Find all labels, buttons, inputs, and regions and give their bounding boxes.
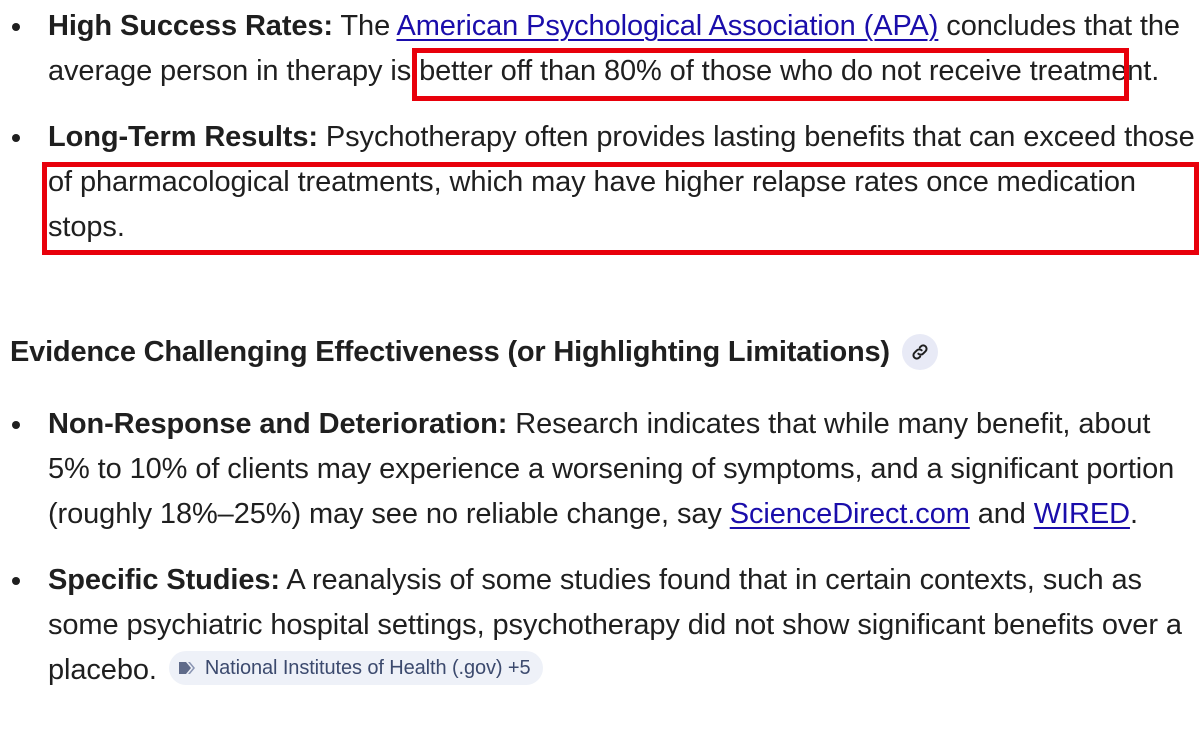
item-text: .: [1129, 498, 1138, 530]
list-item: [0, 402, 1200, 537]
bullet: [12, 577, 20, 585]
limitations-list: [0, 402, 1200, 693]
wired-link[interactable]: WIRED: [1033, 498, 1130, 530]
list-item: [0, 115, 1200, 250]
item-text: The: [333, 10, 397, 42]
sciencedirect-link[interactable]: ScienceDirect.com: [729, 498, 970, 530]
source-icon: [177, 660, 195, 676]
item-label: Long-Term Results:: [48, 121, 318, 153]
bullet: [12, 421, 20, 429]
item-label: Non-Response and Deterioration:: [48, 408, 508, 440]
section-heading-row: [10, 330, 938, 374]
item-text: concludes that the average person in therapy is better off than 80% of those who do not receive treatment.: [48, 10, 1180, 87]
citation-chip[interactable]: [169, 651, 543, 685]
item-text: and: [969, 498, 1034, 530]
item-text: A reanalysis of some studies found that in certain contexts, such as some psychiatric hospital settings, psychotherapy did not show significant benefits over a placebo.: [48, 564, 1182, 686]
list-item: [0, 4, 1200, 94]
item-text: Psychotherapy often provides lasting benefits that can exceed those of pharmacological treatments, which may have higher relapse rates once medication stops.: [48, 121, 1195, 243]
link-icon-glyph: [910, 342, 930, 362]
section-heading: Evidence Challenging Effectiveness (or Highlighting Limitations): [10, 335, 890, 368]
bullet: [12, 134, 20, 142]
item-label: High Success Rates:: [48, 10, 333, 42]
item-text: Research indicates that while many benefit, about 5% to 10% of clients may experience a worsening of symptoms, and a significant portion (roughly 18%–25%) may see no reliable change, say: [48, 408, 1175, 530]
bullet: [12, 23, 20, 31]
citation-text: National Institutes of Health (.gov) +5: [204, 657, 531, 680]
list-item: [0, 558, 1200, 693]
findings-list: [0, 4, 1200, 250]
apa-link[interactable]: American Psychological Association (APA): [396, 10, 939, 42]
link-icon[interactable]: [902, 334, 938, 370]
item-label: Specific Studies:: [48, 564, 280, 596]
